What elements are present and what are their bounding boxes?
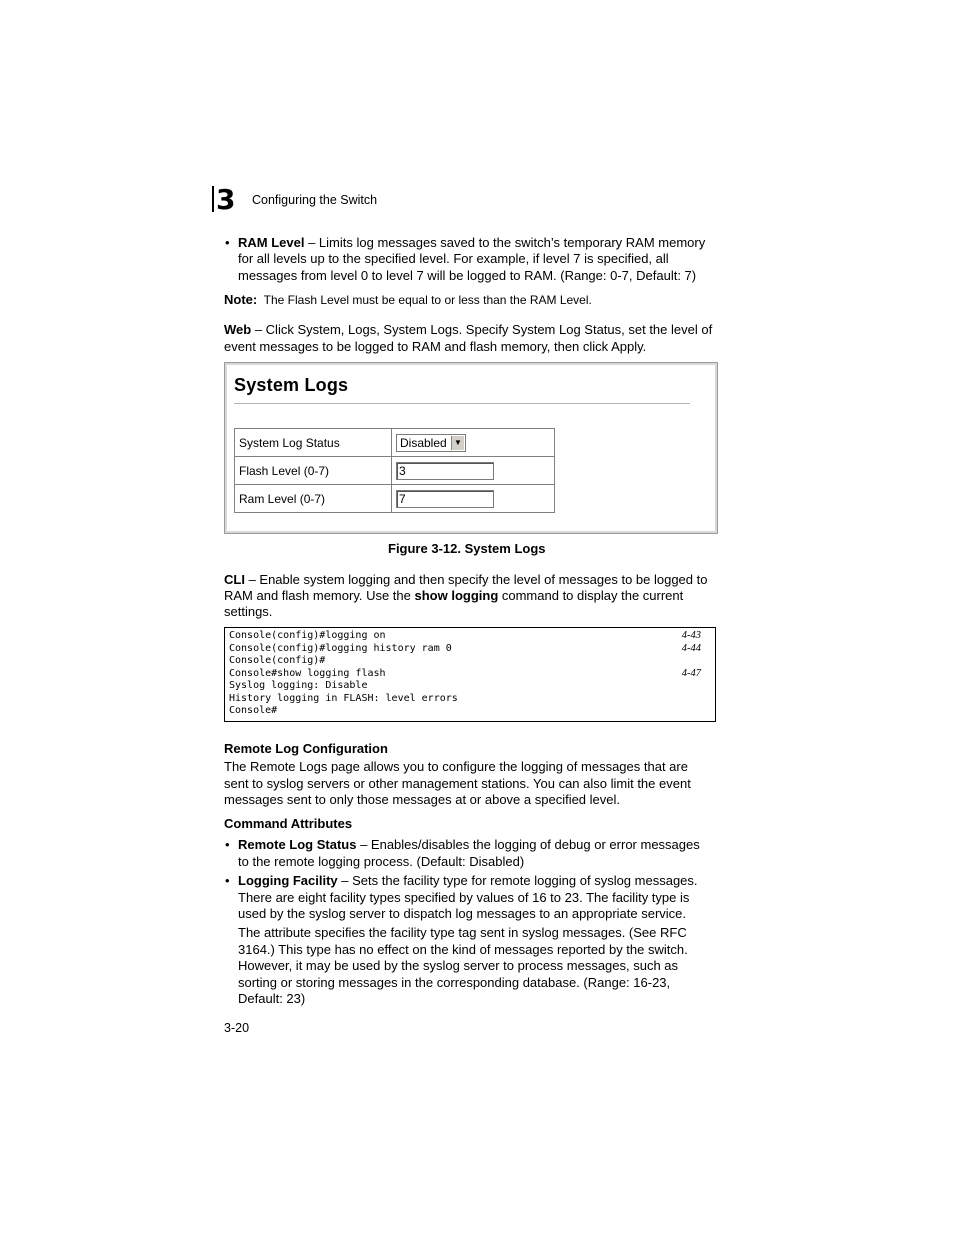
- figure-caption: Figure 3-12. System Logs: [388, 541, 546, 556]
- note-label: Note:: [224, 292, 258, 307]
- flash-level-cell: [392, 457, 555, 485]
- code-line: Syslog logging: Disable: [229, 680, 368, 691]
- code-reference: 4-44: [681, 642, 701, 654]
- figure-title: System Logs: [234, 375, 349, 395]
- ram-level-line2: for all levels up to the specified level. For example, if level 7 is specified, all: [238, 251, 669, 266]
- running-title: Configuring the Switch: [252, 193, 378, 207]
- command-attributes-heading: Command Attributes: [224, 816, 353, 831]
- chapter-number: 3: [212, 186, 242, 212]
- figure-divider: [234, 403, 690, 404]
- bullet-marker: •: [225, 235, 230, 250]
- form-row-status: [235, 429, 555, 457]
- system-log-status-select[interactable]: [396, 434, 466, 452]
- code-line: History logging in FLASH: level errors: [229, 692, 458, 704]
- system-log-status-label: System Log Status: [235, 429, 392, 457]
- code-line: Console#show logging flash: [229, 667, 386, 679]
- facility-p2-line3: However, it may be used by the syslog server to process messages, such as: [238, 958, 679, 973]
- code-line: Console(config)#: [229, 655, 326, 666]
- select-value: Disabled: [400, 435, 447, 450]
- facility-p2-line5: Default: 23): [238, 991, 306, 1006]
- web-line1: [224, 322, 712, 339]
- facility-p2-line1: The attribute specifies the facility type tag sent in syslog messages. (See RFC: [238, 925, 687, 940]
- facility-p2-line2: 3164.) This type has no effect on the kind of messages reported by the switch.: [238, 942, 688, 957]
- remote-line2: sent to syslog servers or other management stations. You can also limit the event: [224, 776, 691, 791]
- ram-level-term: RAM Level: [238, 235, 305, 250]
- facility-line1: [238, 873, 698, 890]
- web-label: Web: [224, 322, 252, 337]
- form-row-ram: [235, 485, 555, 513]
- chevron-down-icon[interactable]: ▼: [451, 436, 464, 450]
- web-text: – Click System, Logs, System Logs. Specify System Log Status, set the level of: [251, 322, 713, 337]
- note-text: The Flash Level must be equal to or less than the RAM Level.: [263, 293, 592, 307]
- web-line2: event messages to be logged to RAM and flash memory, then click Apply.: [224, 339, 647, 354]
- cli-text: – Enable system logging and then specify the level of messages to be logged to: [244, 572, 708, 587]
- bullet-marker: •: [225, 873, 230, 888]
- code-reference: 4-47: [681, 667, 701, 679]
- facility-text: – Sets the facility type for remote logging of syslog messages.: [337, 873, 698, 888]
- facility-p2-line4: sorting or storing messages in the corresponding database. (Range: 16-23,: [238, 975, 671, 990]
- system-log-status-cell: [392, 429, 555, 457]
- remote-status-text: – Enables/disables the logging of debug or error messages: [356, 837, 700, 852]
- code-line: Console(config)#logging history ram 0: [229, 642, 452, 654]
- ram-level-line1: [238, 235, 705, 252]
- code-line: Console#: [229, 705, 278, 716]
- code-line: Console(config)#logging on: [229, 630, 386, 641]
- facility-line3: used by the syslog server to dispatch log messages to an appropriate service.: [238, 906, 687, 921]
- cli-line3: settings.: [224, 604, 273, 619]
- ram-level-text: – Limits log messages saved to the switch’s temporary RAM memory: [304, 235, 706, 250]
- remote-status-line1: [238, 837, 700, 854]
- facility-line2: There are eight facility types specified by values of 16 to 23. The facility type is: [238, 890, 690, 905]
- note: [224, 292, 592, 307]
- remote-line1: The Remote Logs page allows you to configure the logging of messages that are: [224, 759, 688, 774]
- ram-level-label: Ram Level (0-7): [235, 485, 392, 513]
- code-reference: 4-43: [681, 630, 701, 641]
- cli-text-b: command to display the current: [498, 588, 684, 603]
- flash-level-input[interactable]: 3: [396, 462, 494, 480]
- facility-term: Logging Facility: [238, 873, 338, 888]
- remote-status-line2: to the remote logging process. (Default: Disabled): [238, 854, 525, 869]
- code-block: [224, 627, 716, 722]
- bullet-marker: •: [225, 837, 230, 852]
- remote-status-term: Remote Log Status: [238, 837, 357, 852]
- remote-log-heading: Remote Log Configuration: [224, 741, 388, 756]
- flash-level-label: Flash Level (0-7): [235, 457, 392, 485]
- remote-line3: messages sent to only those messages at or above a specified level.: [224, 792, 620, 807]
- ram-level-line3: messages from level 0 to level 7 will be logged to RAM. (Range: 0-7, Default: 7): [238, 268, 697, 283]
- ram-level-input[interactable]: 7: [396, 490, 494, 508]
- cli-label: CLI: [224, 572, 245, 587]
- page-number: 3-20: [224, 1021, 250, 1035]
- cli-text-a: RAM and flash memory. Use the: [224, 588, 415, 603]
- system-logs-form: [234, 428, 555, 513]
- cli-command: show logging: [414, 588, 499, 603]
- ram-level-cell: [392, 485, 555, 513]
- form-row-flash: [235, 457, 555, 485]
- cli-line1: [224, 572, 707, 589]
- cli-line2: [224, 588, 683, 605]
